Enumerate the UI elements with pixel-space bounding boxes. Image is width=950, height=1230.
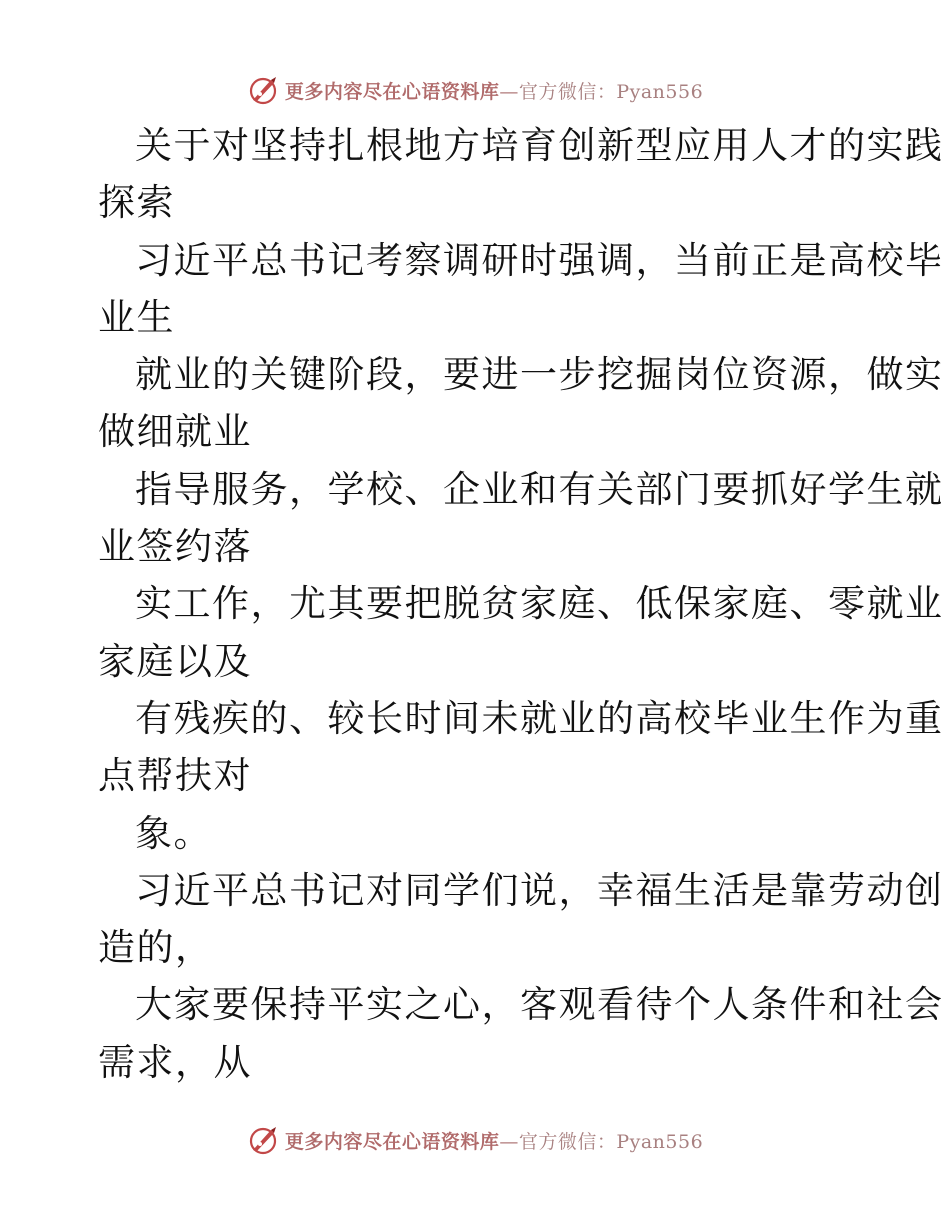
paragraph: 象。 [135, 811, 212, 855]
document-body [98, 117, 944, 1091]
footer-watermark-text: 更多内容尽在心语资料库—官方微信：Pyan556 [284, 1130, 704, 1153]
paragraph: 指导服务，学校、企业和有关部门要抓好学生就 业签约落 [98, 467, 944, 569]
paragraph: 习近平总书记考察调研时强调，当前正是高校毕 业生 [98, 238, 944, 339]
header-watermark-text: 更多内容尽在心语资料库—官方微信：Pyan556 [284, 80, 704, 103]
paragraph: 有残疾的、较长时间未就业的高校毕业生作为重 点帮扶对 [98, 696, 944, 798]
paragraph: 就业的关键阶段，要进一步挖掘岗位资源，做实 做细就业 [98, 353, 944, 454]
paragraph: 习近平总书记对同学们说，幸福生活是靠劳动创 造的， [98, 868, 944, 970]
paragraph: 大家要保持平实之心，客观看待个人条件和社会 需求，从 [98, 983, 944, 1084]
footer-watermark [0, 1120, 950, 1160]
paragraph: 实工作，尤其要把脱贫家庭、低保家庭、零就业 家庭以及 [98, 582, 944, 683]
quill-logo-icon [247, 74, 279, 106]
quill-logo-icon [247, 1124, 279, 1156]
header-watermark [0, 70, 950, 110]
paragraph: 关于对坚持扎根地方培育创新型应用人才的实践 探索 [98, 124, 944, 225]
